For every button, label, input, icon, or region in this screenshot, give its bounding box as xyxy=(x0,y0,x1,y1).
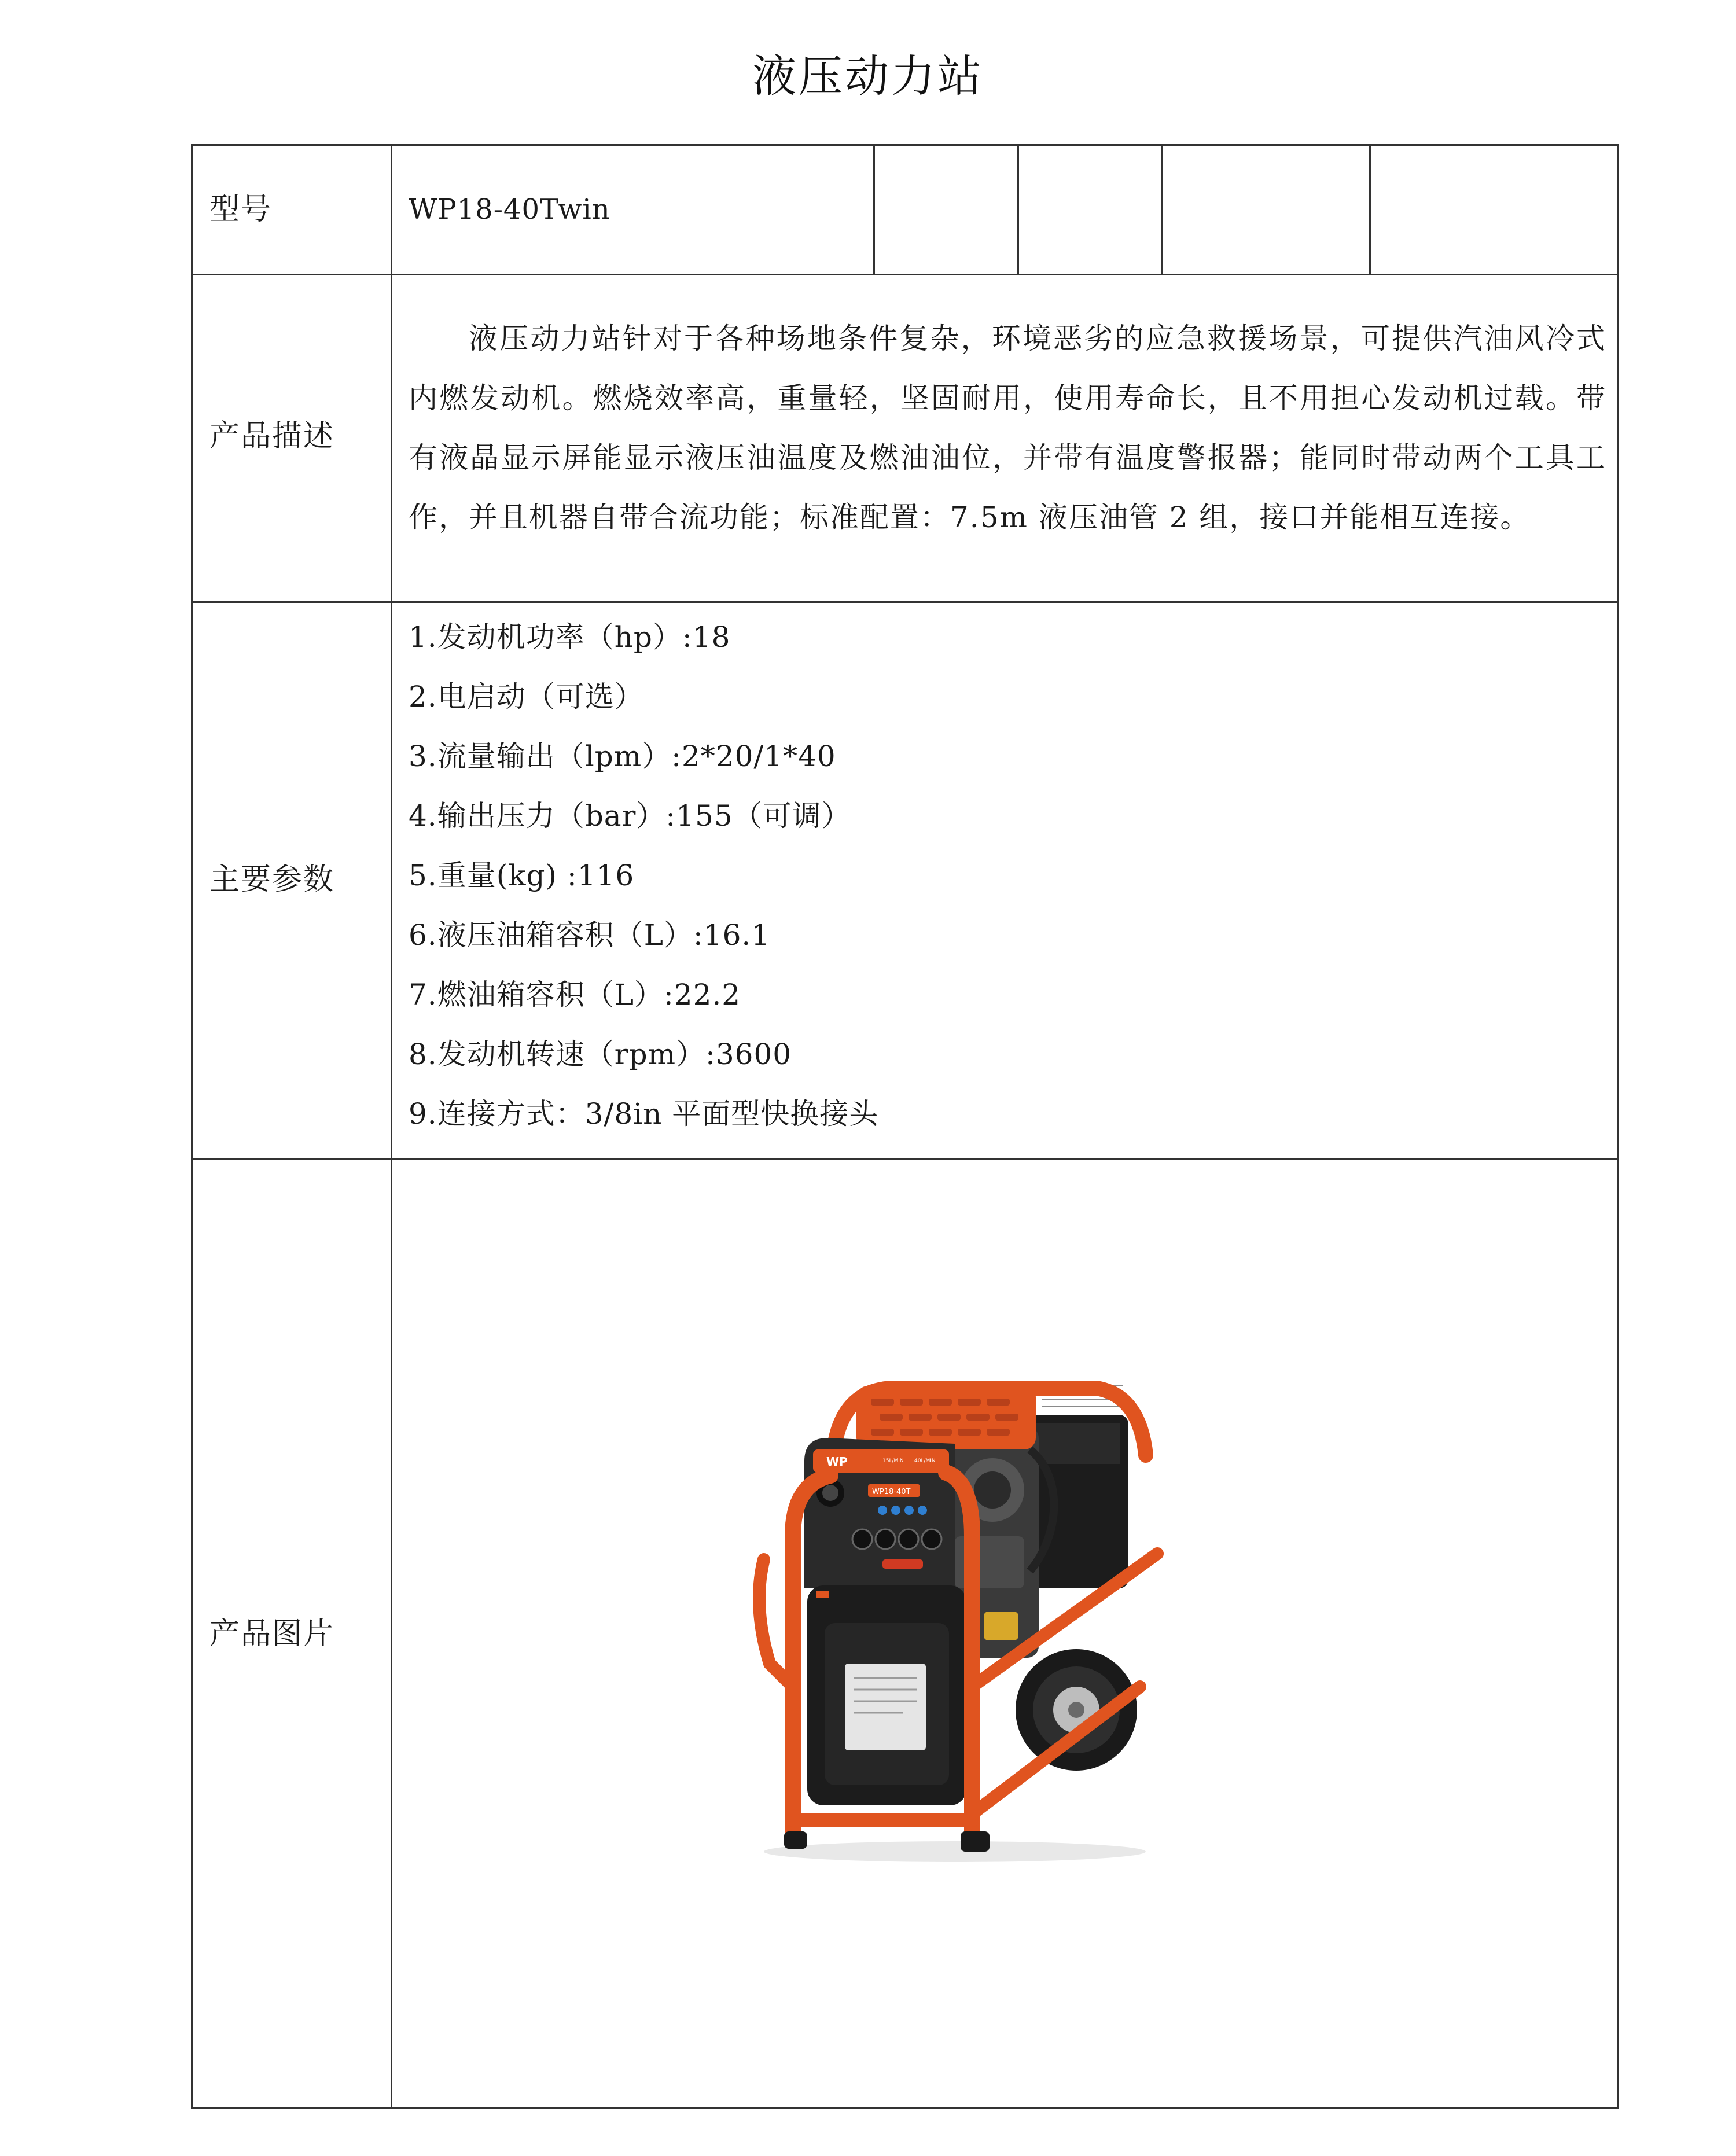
label-column-divider xyxy=(391,146,392,2109)
parameter-item: 3.流量输出（lpm）:2*20/1*40 xyxy=(409,739,836,773)
parameter-list xyxy=(409,608,878,1144)
parameter-item: 7.燃油箱容积（L）:22.2 xyxy=(409,978,741,1011)
parameter-item: 9.连接方式：3/8in 平面型快换接头 xyxy=(409,1097,879,1131)
parameter-item: 1.发动机功率（hp）:18 xyxy=(409,620,731,654)
description-text: 液压动力站针对于各种场地条件复杂，环境恶劣的应急救援场景，可提供汽油风冷式内燃发动机。燃烧效率高，重量轻，坚固耐用，使用寿命长，且不用担心发动机过载。带有液晶显示屏能显示液压油温度及燃油油位，并带有温度警报器；能同时带动两个工具工作，并且机器自带合流功能；标准配置：7.5m 液压油管 2 组，接口并能相互连接。 xyxy=(409,322,1606,534)
parameter-item: 5.重量(kg) :116 xyxy=(409,859,635,892)
svg-text:WP: WP xyxy=(826,1455,848,1469)
parameter-item: 8.发动机转速（rpm）:3600 xyxy=(409,1037,792,1071)
row-divider-1 xyxy=(193,274,1617,275)
row-divider-3 xyxy=(193,1158,1617,1160)
description-label: 产品描述 xyxy=(209,419,335,454)
image-label: 产品图片 xyxy=(209,1617,335,1651)
parameters-label: 主要参数 xyxy=(209,862,335,897)
model-row-divider-2 xyxy=(1017,146,1019,274)
product-photo xyxy=(683,1363,1238,1883)
model-label: 型号 xyxy=(209,192,273,227)
row-divider-2 xyxy=(193,601,1617,603)
model-row-divider-4 xyxy=(1369,146,1371,274)
model-row-divider-3 xyxy=(1161,146,1163,274)
parameter-item: 2.电启动（可选） xyxy=(409,680,644,713)
document-title: 液压动力站 xyxy=(752,50,984,102)
svg-text:WP18-40T: WP18-40T xyxy=(872,1488,911,1496)
model-value: WP18-40Twin xyxy=(409,193,610,226)
svg-text:15L/MIN: 15L/MIN xyxy=(882,1458,904,1464)
svg-text:40L/MIN: 40L/MIN xyxy=(914,1458,936,1464)
parameter-item: 6.液压油箱容积（L）:16.1 xyxy=(409,918,771,952)
parameter-item: 4.输出压力（bar）:155（可调） xyxy=(409,799,851,833)
model-row-divider-1 xyxy=(873,146,875,274)
